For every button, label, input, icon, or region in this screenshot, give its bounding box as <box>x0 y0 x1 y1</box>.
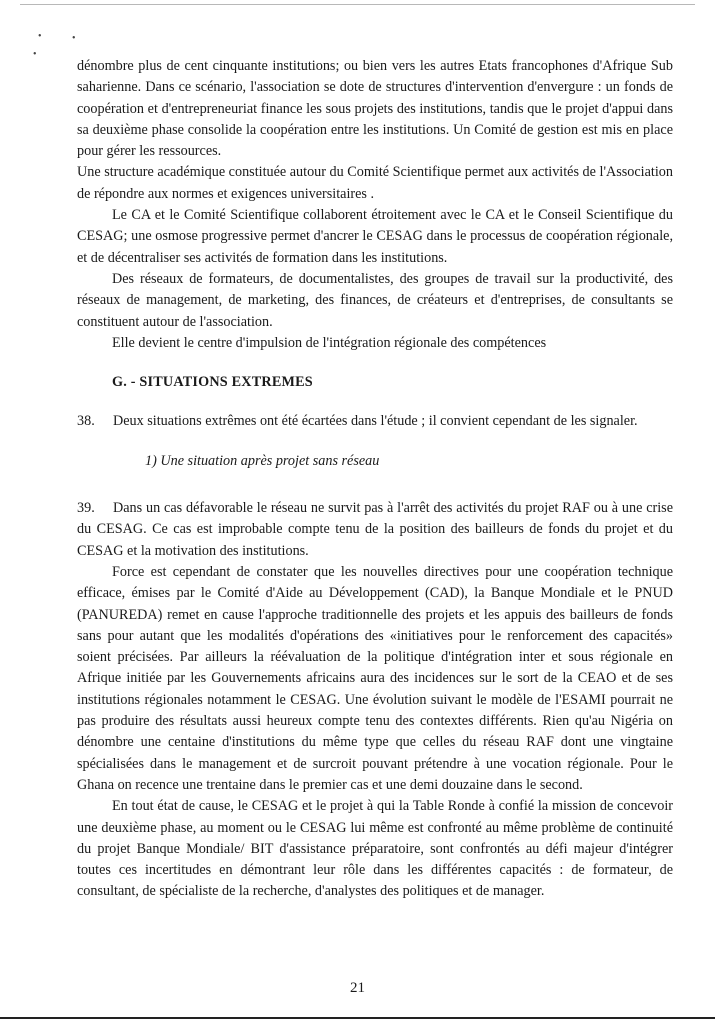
numbered-paragraph-38 <box>77 411 673 432</box>
numbered-paragraph-39 <box>77 498 673 562</box>
scan-speck: • <box>38 31 42 42</box>
page-body <box>77 56 673 903</box>
paragraph-number: 38. <box>77 413 95 430</box>
paragraph-text: Dans un cas défavorable le réseau ne survit pas à l'arrêt des activités du projet RAF ou à une crise du CESAG. Ce cas est improbable compte tenu de la position des bailleurs de fonds du projet et du CESAG et la motivation des institutions. <box>77 500 673 559</box>
scan-top-edge <box>20 4 695 5</box>
section-heading: G. - SITUATIONS EXTREMES <box>112 374 313 391</box>
paragraph: Une structure académique constituée autour du Comité Scientifique permet aux activités de l'Association de répondre aux normes et exigences universitaires . <box>77 164 673 202</box>
paragraph: Force est cependant de constater que les nouvelles directives pour une coopération technique efficace, émises par le Comité d'Aide au Développement (CAD), la Banque Mondiale et le PNUD (PANUREDA) remet en cause l'approche traditionnelle des projets et les appuis des bailleurs de fonds sans pour autant que les modalités d'opérations des «initiatives pour le renforcement des capacités» soient précisées. Par ailleurs la réévaluation de la politique d'intégration inter et sous régionale en Afrique initiée par les Gouvernements africains aura des incidences sur le sort de la CEAO et de ses institutions régionales notamment le CESAG. Une évolution suivant le modèle de l'ESAMI pourrait ne pas produire des résultats aussi heureux compte tenu des contextes différents. Rien qu'au Nigéria on dénombre une centaine d'institutions du même type que celles du réseau RAF dont une vingtaine spécialisées dans le management et de surcroit pouvant prétendre à une vocation régionale. Pour le Ghana on recence une trentaine dans le premier cas et une demi douzaine dans le second. <box>77 563 673 793</box>
scan-speck: • <box>33 49 37 60</box>
scan-speck: • <box>72 33 76 44</box>
paragraph-text: Deux situations extrêmes ont été écartées dans l'étude ; il convient cependant de les signaler. <box>113 413 638 430</box>
paragraph-number: 39. <box>77 500 95 517</box>
paragraph: dénombre plus de cent cinquante institutions; ou bien vers les autres Etats francophones d'Afrique Sub saharienne. Dans ce scénario, l'association se dote de structures d'intervention d'envergure : un fonds de coopération et d'entrepreneuriat finance les sous projets des institutions, tandis que le projet d'appui dans sa deuxième phase consolide la coopération entre les institutions. Un Comité de gestion est mis en place pour gérer les ressources. <box>77 58 673 160</box>
page-number: 21 <box>350 980 365 996</box>
subsection-heading: 1) Une situation après projet sans réseau <box>145 452 380 469</box>
paragraph: Des réseaux de formateurs, de documentalistes, des groupes de travail sur la productivité, des réseaux de management, de marketing, des finances, de créateurs et d'entreprises, de consultants se constituent autour de l'association. <box>77 270 673 330</box>
scan-bottom-edge <box>0 1017 715 1019</box>
paragraph: Elle devient le centre d'impulsion de l'intégration régionale des compétences <box>112 334 547 351</box>
paragraph: En tout état de cause, le CESAG et le projet à qui la Table Ronde à confié la mission de concevoir une deuxième phase, au moment ou le CESAG lui même est confronté au même problème de continuité du projet Banque Mondiale/ BIT d'assistance préparatoire, sont confrontés au défi majeur d'intégrer toutes ces incertitudes en démontrant leur rôle dans les différentes capacités : de formateur, de consultant, de spécialiste de la recherche, d'analystes des politiques et de manager. <box>77 798 673 900</box>
paragraph: Le CA et le Comité Scientifique collaborent étroitement avec le CA et le Conseil Scientifique du CESAG; une osmose progressive permet d'ancrer le CESAG dans le processus de coopération régionale, et de décentraliser ses activités de formation dans les institutions. <box>77 207 673 266</box>
